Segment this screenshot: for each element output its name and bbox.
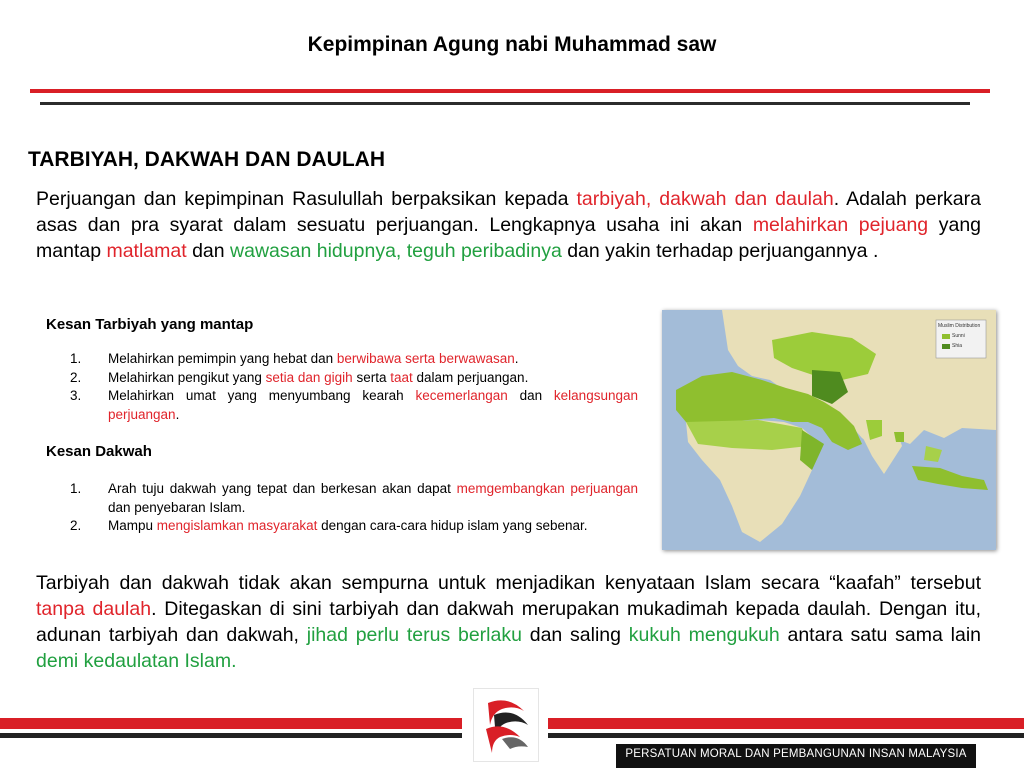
tarbiyah-heading: Kesan Tarbiyah yang mantap [46, 316, 254, 333]
item-text: . [175, 406, 180, 422]
item-text: dengan cara-cara hidup islam yang sebenar. [317, 518, 588, 533]
highlight-text: tanpa daulah [36, 598, 152, 620]
closing-text: antara satu sama lain [779, 624, 981, 646]
footer-dark-bar [0, 733, 462, 738]
dakwah-heading: Kesan Dakwah [46, 443, 152, 460]
highlight-text: wawasan hidupnya, teguh peribadinya [230, 240, 562, 262]
footer-red-bar [0, 718, 462, 729]
item-text: Arah tuju dakwah yang tepat dan berkesan akan dapat [108, 481, 457, 496]
legend-item: Sunni [952, 333, 965, 339]
legend-item: Shia [952, 343, 963, 349]
item-text: . [514, 351, 519, 366]
item-text: Mampu [108, 518, 157, 533]
header-dark-bar [40, 102, 970, 105]
item-text: dan penyebaran Islam. [108, 499, 246, 515]
list-number: 1. [70, 481, 82, 496]
list-item [70, 369, 638, 388]
closing-text: dan saling [521, 624, 629, 646]
highlight-text: kukuh mengukuh [628, 624, 780, 646]
header-red-bar [30, 89, 990, 93]
map-legend [938, 322, 986, 350]
highlight-text: matlamat [106, 240, 187, 262]
section-heading: TARBIYAH, DAKWAH DAN DAULAH [28, 148, 385, 171]
highlight-text: kecemerlangan [415, 388, 508, 403]
highlight-text: melahirkan pejuang [752, 214, 929, 236]
item-text: serta [352, 369, 391, 385]
intro-paragraph [36, 186, 981, 264]
highlight-text: demi kedaulatan Islam. [36, 650, 237, 672]
footer-organization-name: PERSATUAN MORAL DAN PEMBANGUNAN INSAN MALAYSIA [625, 748, 967, 760]
highlight-text: jihad perlu terus berlaku [306, 624, 522, 646]
list-number: 2. [70, 369, 82, 385]
highlight-text: memgembangkan perjuangan [456, 481, 638, 496]
item-text: Melahirkan pemimpin yang hebat dan [108, 351, 337, 366]
intro-text: dan [186, 240, 231, 262]
highlight-text: mengislamkan masyarakat [156, 518, 318, 533]
item-text: dan [507, 388, 554, 403]
highlight-text: kelangsungan perjuangan [108, 388, 638, 422]
intro-text: yang mantap [36, 214, 982, 262]
list-number: 2. [70, 518, 82, 533]
item-text: Melahirkan umat yang menyumbang kearah [108, 388, 416, 403]
list-item [70, 387, 638, 424]
intro-text: . Adalah perkara asas dan pra syarat dalam sesuatu perjuangan. Lengkapnya usaha ini akan [36, 188, 981, 236]
list-item [70, 480, 638, 517]
list-item [70, 517, 638, 536]
item-text: dalam perjuangan. [412, 369, 529, 385]
footer-dark-bar [548, 733, 1024, 738]
tarbiyah-list [70, 350, 638, 424]
highlight-text: taat [390, 369, 413, 385]
highlight-text: setia dan gigih [265, 369, 353, 385]
slide-title: Kepimpinan Agung nabi Muhammad saw [307, 33, 717, 56]
intro-text: dan yakin terhadap perjuangannya . [561, 240, 879, 262]
closing-text: Tarbiyah dan dakwah tidak akan sempurna untuk menjadikan kenyataan Islam secara “kaafah” tersebut [36, 572, 981, 594]
intro-text: Perjuangan dan kepimpinan Rasulullah berpaksikan kepada [36, 188, 577, 210]
closing-text: . Ditegaskan di sini tarbiyah dan dakwah merupakan mukadimah kepada daulah. Dengan itu, adunan tarbiyah dan dakwah, [36, 598, 981, 646]
list-number: 3. [70, 388, 82, 403]
list-number: 1. [70, 351, 82, 366]
logo-icon [474, 689, 538, 761]
highlight-text: tarbiyah, dakwah dan daulah [576, 188, 834, 210]
highlight-text: berwibawa serta berwawasan [336, 351, 515, 366]
closing-paragraph [36, 570, 981, 674]
legend-title: Muslim Distribution [938, 323, 981, 329]
dakwah-list [70, 480, 638, 536]
footer-red-bar [548, 718, 1024, 729]
muslim-distribution-map [662, 310, 996, 550]
organization-logo [473, 688, 539, 762]
list-item [70, 350, 638, 369]
item-text: Melahirkan pengikut yang [108, 369, 266, 385]
